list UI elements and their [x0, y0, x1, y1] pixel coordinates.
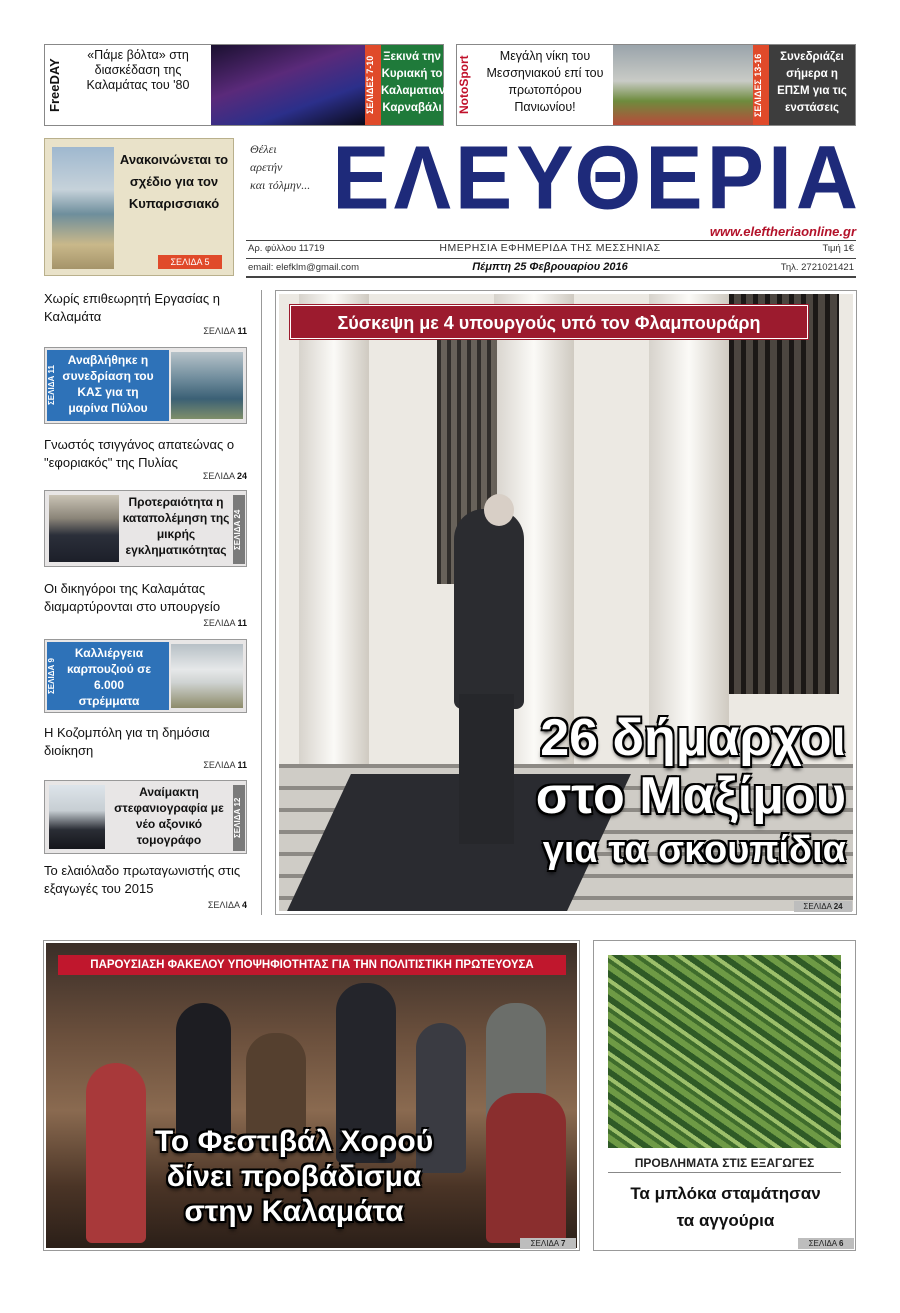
watermelon-page-tab: ΣΕΛΙΔΑ 9: [47, 658, 56, 694]
price: Τιμή 1€: [822, 243, 854, 254]
box-pylos-marina[interactable]: [44, 347, 247, 424]
cucumber-headline: Τα μπλόκα σταμάτησαν τα αγγούρια: [630, 1184, 821, 1230]
greenhouse-photo: [171, 644, 243, 708]
story-fake-tax-officer[interactable]: Γνωστός τσιγγάνος απατεώνας ο "εφοριακός" της Πυλίας: [44, 437, 235, 470]
door-grille: [729, 294, 839, 694]
masthead-rule-mid: [246, 258, 856, 259]
man-head: [484, 494, 514, 526]
masthead-rule-top: [246, 240, 856, 241]
watermelon-text: Καλλιέργεια καρπουζιού σε 6.000 στρέμματα: [47, 642, 169, 710]
pylos-page-tab: ΣΕΛΙΔΑ 11: [47, 365, 56, 406]
masthead-motto: Θέλει αρετήν και τόλμην...: [250, 142, 311, 192]
page-ref: ΣΕΛΙΔΑ 11: [203, 326, 247, 336]
masthead-title: ΕΛΕΥΘΕΡΙΑ: [332, 127, 862, 229]
beach-photo: [52, 147, 114, 269]
notosport-page-tab: ΣΕΛΙΔΕΣ 13-16: [753, 45, 769, 125]
pylos-text: Αναβλήθηκε η συνεδρίαση του ΚΑΣ για τη μαρίνα Πύλου: [47, 350, 169, 421]
story-olive-oil[interactable]: Το ελαιόλαδο πρωταγωνιστής στις εξαγωγές του 2015: [44, 863, 241, 896]
story-lawyers-protest[interactable]: Οι δικηγόροι της Καλαμάτας διαμαρτύρονται στο υπουργείο: [44, 581, 221, 614]
kyparissia-page: ΣΕΛΙΔΑ 5: [158, 255, 222, 269]
story-kozompoli[interactable]: Η Κοζομπόλη για τη δημόσια διοίκηση: [44, 725, 210, 758]
page-ref: ΣΕΛΙΔΑ 11: [203, 760, 247, 770]
festival-page-ref: ΣΕΛΙΔΑ 7: [520, 1238, 576, 1249]
carnival-teaser: Ξεκινά την Κυριακή το Καλαματιανό Καρναβάλι: [381, 45, 443, 125]
freeday-brand: FreeDAY: [45, 45, 65, 125]
issue-date: Πέμπτη 25 Φεβρουαρίου 2016: [472, 261, 628, 273]
notosport-brand: NotoSport: [457, 55, 471, 115]
volleyball-photo: [613, 45, 753, 125]
festival-banner: ΠΑΡΟΥΣΙΑΣΗ ΦΑΚΕΛΟΥ ΥΠΟΨΗΦΙΟΤΗΤΑΣ ΓΙΑ ΤΗΝ ΠΟΛΙΤΙΣΤΙΚΗ ΠΡΩΤΕΥΟΥΣΑ: [58, 955, 566, 975]
kyparissia-headline: Ανακοινώνεται το σχέδιο για τον Κυπαρισσιακό: [119, 152, 229, 211]
kyparissia-teaser[interactable]: [44, 138, 234, 276]
email[interactable]: email: elefklm@gmail.com: [248, 262, 360, 273]
column-divider: [261, 290, 262, 915]
main-banner: Σύσκεψη με 4 υπουργούς υπό τον Φλαμπουράρη: [290, 305, 808, 339]
petty-crime-page-tab: ΣΕΛΙΔΑ 24: [233, 495, 245, 564]
marina-photo: [171, 352, 243, 419]
angiography-page-tab: ΣΕΛΙΔΑ 12: [233, 785, 245, 851]
festival-story[interactable]: [43, 940, 580, 1251]
issue-number: Αρ. φύλλου 11719: [248, 243, 325, 254]
freeday-teaser[interactable]: [44, 44, 453, 126]
concert-photo: [211, 45, 365, 125]
box-petty-crime[interactable]: [44, 490, 247, 567]
phone: Τηλ. 2721021421: [780, 262, 854, 273]
main-page-ref: ΣΕΛΙΔΑ 24: [794, 901, 852, 912]
story-labour-inspector[interactable]: Χωρίς επιθεωρητή Εργασίας η Καλαμάτα: [44, 291, 221, 324]
sidebar: [44, 290, 247, 915]
man-figure: [454, 509, 524, 709]
notosport-text: Μεγάλη νίκη του Μεσσηνιακού επί του πρωτοπόρου Πανιωνίου!: [486, 49, 604, 114]
page-ref: ΣΕΛΙΔΑ 24: [202, 471, 247, 481]
officer-photo: [49, 495, 119, 562]
doctor-photo: [49, 785, 105, 849]
petty-crime-text: Προτεραιότητα η καταπολέμηση της μικρής εγκληματικότητας: [122, 495, 230, 557]
epsm-teaser: Συνεδριάζει σήμερα η ΕΠΣΜ για τις ενστάσεις: [769, 45, 855, 125]
main-story[interactable]: [275, 290, 857, 915]
masthead-subtitle: ΗΜΕΡΗΣΙΑ ΕΦΗΜΕΡΙΔΑ ΤΗΣ ΜΕΣΣΗΝΙΑΣ: [439, 242, 661, 254]
cucumber-photo: [608, 955, 841, 1148]
box-angiography[interactable]: [44, 780, 247, 854]
freeday-page-tab: ΣΕΛΙΔΕΣ 7-10: [365, 45, 381, 125]
masthead-rule-bottom: [246, 276, 856, 278]
cucumber-page-ref: ΣΕΛΙΔΑ 6: [798, 1238, 854, 1249]
person-7: [486, 1093, 566, 1243]
angiography-text: Αναίμακτη στεφανιογραφία με νέο αξονικό τομογράφο: [114, 785, 224, 847]
box-watermelon[interactable]: [44, 639, 247, 713]
main-headline: 26 δήμαρχοι στο Μαξίμου για τα σκουπίδια: [535, 709, 846, 871]
masthead-url[interactable]: www.eleftheriaonline.gr: [709, 224, 856, 239]
freeday-text: «Πάμε βόλτα» στη διασκέδαση της Καλαμάτας του '80: [65, 45, 211, 125]
notosport-teaser[interactable]: [456, 44, 856, 126]
page-ref: ΣΕΛΙΔΑ 4: [207, 900, 247, 910]
cucumber-story[interactable]: [593, 940, 856, 1251]
page-ref: ΣΕΛΙΔΑ 11: [203, 618, 247, 628]
festival-headline: Το Φεστιβάλ Χορού δίνει προβάδισμα στην Καλαμάτα: [154, 1125, 434, 1228]
cucumber-kicker: ΠΡΟΒΛΗΜΑΤΑ ΣΤΙΣ ΕΞΑΓΩΓΕΣ: [608, 1156, 841, 1173]
